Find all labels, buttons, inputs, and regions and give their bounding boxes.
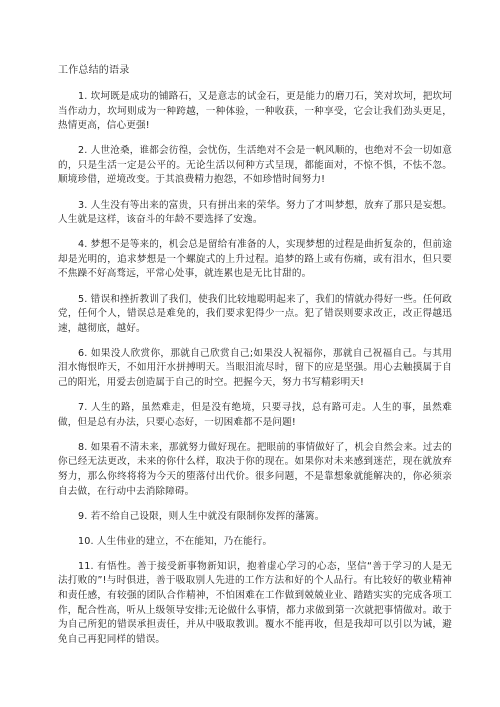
- paragraph-10: 10. 人生伟业的建立，不在能知，乃在能行。: [78, 535, 273, 547]
- paragraph-3: 3. 人生没有等出来的富贵，只有拼出来的荣华。努力了才叫梦想，放弃了那只是妄想。人生就是这样，该奋斗的年龄不要选择了安逸。: [58, 199, 452, 226]
- document-title: 工作总结的语录: [58, 65, 130, 76]
- paragraph-2: 2. 人世沧桑，谁都会彷徨，会忧伤，生活绝对不会是一帆风顺的，也绝对不会一切如意的，只是生活一定是公平的。无论生活以何种方式呈现，都能面对，不惊不惧，不怯不忽。顺境珍借，逆境改变。于其浪费精力抱怨，不如珍惜时间努力!: [58, 145, 452, 186]
- paragraph-11: 11. 有悟性。善于接受新事物新知识，抱着虚心学习的心态，坚信“善于学习的人是无法打败的”!与时俱进，善于吸取别人先进的工作方法和好的个人品行。有比较好的敬业精神和责任感，有较强的团队合作精神，不怕困难在工作做到兢兢业业、踏踏实实的完成各项工作，配合性高，听从上级领导安排;无论做什么事情，都力求做到第一次就把事情做对。敢于为自己所犯的错误承担责任，并从中吸取教训。覆水不能再收，但是我却可以引以为诫，避免自己再犯同样的错误。: [58, 560, 452, 645]
- paragraph-8: 8. 如果看不清未来，那就努力做好现在。把眼前的事情做好了，机会自然会来。过去的你已经无法更改，未来的你什么样，取决于你的现在。如果你对未来感到迷茫，现在就放弃努力，那么你终将将为今天的堕落付出代价。很多问题，不是靠想象就能解决的，你必须亲自去做，在行动中去消除障碍。: [58, 441, 452, 497]
- paragraph-5: 5. 错误和挫折教训了我们，使我们比较地聪明起来了，我们的情就办得好一些。任何政党，任何个人，错误总是难免的，我们要求犯得少一点。犯了错误则要求改正，改正得越迅速，越彻底，越好。: [58, 293, 452, 334]
- paragraph-9: 9. 若不给自己设限，则人生中就没有限制你发挥的藩篱。: [78, 510, 325, 522]
- paragraph-6: 6. 如果没人欣赏你，那就自己欣赏自己;如果没人祝福你，那就自己祝福自己。与其用泪水悔恨昨天，不如用汗水拼搏明天。当眼泪流尽时，留下的应是坚强。用心去触摸属于自己的阳光，用爱去创造属于自己的时空。把握今天，努力书写精彩明天!: [58, 347, 452, 388]
- paragraph-1: 1. 坎坷既是成功的铺路石，又是意志的试金石，更是能力的磨刀石，笑对坎坷，把坎坷当作动力，坎坷则成为一种跨越，一种体验，一种收获，一种享受，它会让我们劲头更足，热情更高，信心更强!: [58, 91, 452, 132]
- paragraph-4: 4. 梦想不是等来的，机会总是留给有准备的人，实现梦想的过程是曲折复杂的，但前途却是光明的，追求梦想是一个螺旋式的上升过程。追梦的路上或有伤痛，或有泪水，但只要不焦躁不好高骛远，平常心处事，就连累也是无比甘甜的。: [58, 239, 452, 280]
- paragraph-7: 7. 人生的路，虽然难走，但是没有绝境，只要寻找，总有路可走。人生的事，虽然难做，但是总有办法，只要心态好，一切困难都不是问题!: [58, 402, 452, 428]
